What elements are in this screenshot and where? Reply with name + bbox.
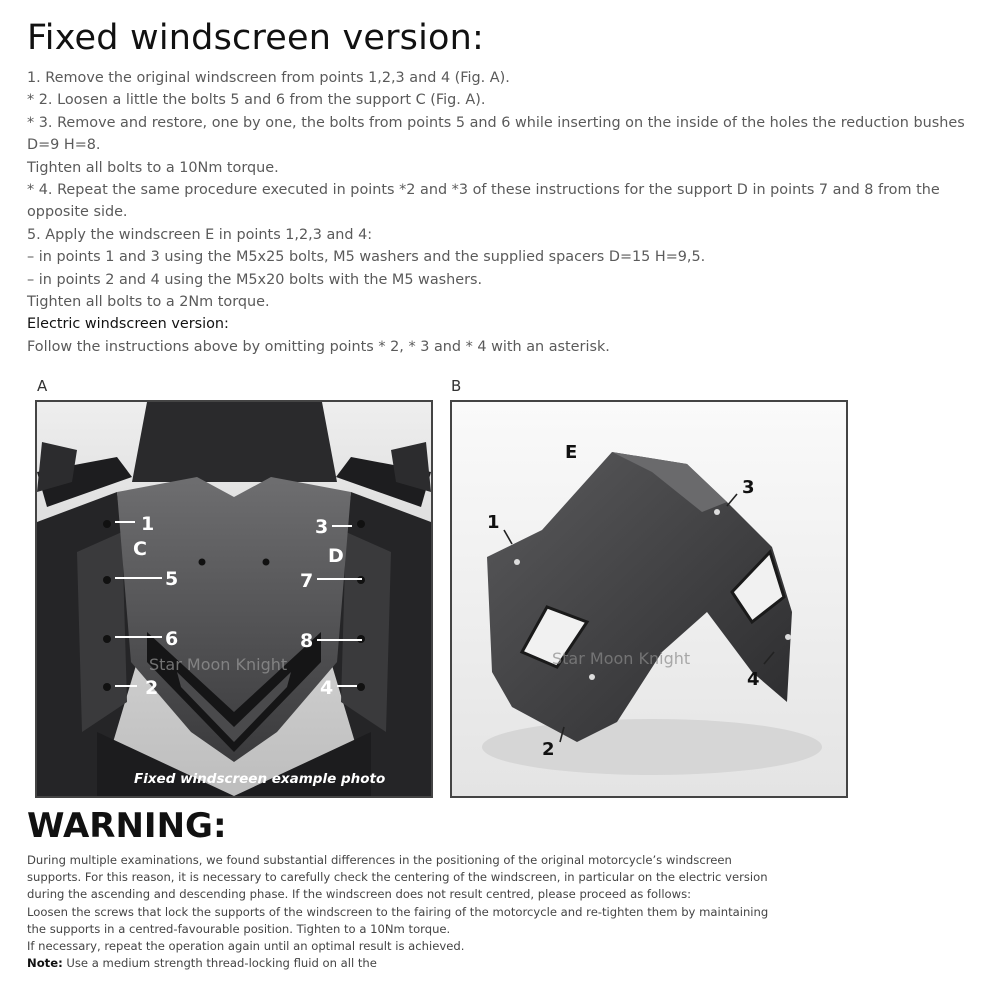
electric-heading: Electric windscreen version: [27, 316, 229, 333]
electric-text: Follow the instructions above by omitting points * 2, * 3 and * 4 with an asterisk. [27, 338, 610, 355]
instruction-step: 5. Apply the windscreen E in points 1,2,3 and 4: [27, 226, 373, 243]
warning-note [27, 955, 807, 972]
watermark: Star Moon Knight [149, 655, 288, 674]
callout-3: 3 [315, 516, 329, 538]
warning-line: Loosen the screws that lock the supports of the windscreen to the fairing of the motorcycle and re-tighten them by maintaining [27, 904, 769, 919]
figure-b-label: B [451, 377, 462, 395]
instruction-step: Tighten all bolts to a 2Nm torque. [27, 294, 270, 311]
instructions [27, 67, 982, 358]
note-text: Use a medium strength thread-locking fluid on all the [62, 956, 377, 971]
callout-c: C [133, 538, 147, 560]
instruction-step: Tighten all bolts to a 10Nm torque. [27, 159, 279, 176]
note-label: Note: [27, 956, 63, 971]
callout-2: 2 [145, 677, 159, 699]
instruction-step: – in points 1 and 3 using the M5x25 bolts, M5 washers and the supplied spacers D=15 H=9,5. [27, 249, 706, 266]
warning-line: supports. For this reason, it is necessary to carefully check the centering of the windscreen, in particular on the electric version [27, 870, 768, 885]
callout-4: 4 [320, 677, 334, 699]
figure-a-photo [35, 400, 433, 798]
callout-1: 1 [141, 513, 155, 535]
callout-7: 7 [300, 570, 314, 592]
callout-6: 6 [165, 628, 179, 650]
windscreen-illustration [452, 402, 846, 796]
warning-line: during the ascending and descending phase. If the windscreen does not result centred, please proceed as follows: [27, 887, 692, 902]
callout-2: 2 [542, 739, 555, 760]
instruction-step: 1. Remove the original windscreen from points 1,2,3 and 4 (Fig. A). [27, 70, 510, 86]
callout-d: D [328, 545, 344, 567]
instruction-step: – in points 2 and 4 using the M5x20 bolts with the M5 washers. [27, 271, 483, 288]
warning-body [27, 852, 807, 972]
callout-8: 8 [300, 630, 314, 652]
figure-b-product [450, 400, 848, 798]
callout-5: 5 [165, 568, 179, 590]
callout-3: 3 [742, 477, 755, 498]
page-title: Fixed windscreen version: [27, 18, 485, 58]
motorcycle-front-illustration [37, 402, 431, 796]
callout-4: 4 [747, 669, 760, 690]
instruction-step: * 3. Remove and restore, one by one, the bolts from points 5 and 6 while inserting on the inside of the holes the reduction bushes D=9 H=8. [27, 114, 965, 154]
figure-a-caption: Fixed windscreen example photo [134, 771, 386, 787]
instruction-step: * 2. Loosen a little the bolts 5 and 6 from the support C (Fig. A). [27, 92, 486, 109]
instruction-step: * 4. Repeat the same procedure executed in points *2 and *3 of these instructions for the support D in points 7 and 8 from the opposite side. [27, 182, 940, 221]
warning-heading: WARNING: [27, 806, 227, 846]
figure-a-label: A [37, 377, 48, 395]
warning-line: If necessary, repeat the operation again until an optimal result is achieved. [27, 939, 465, 954]
watermark: Star Moon Knight [552, 649, 691, 668]
callout-e: E [565, 442, 578, 463]
callout-1: 1 [487, 512, 500, 533]
warning-line: During multiple examinations, we found substantial differences in the positioning of the original motorcycle’s windscreen [27, 853, 732, 867]
warning-line: the supports in a centred-favourable position. Tighten to a 10Nm torque. [27, 921, 451, 936]
